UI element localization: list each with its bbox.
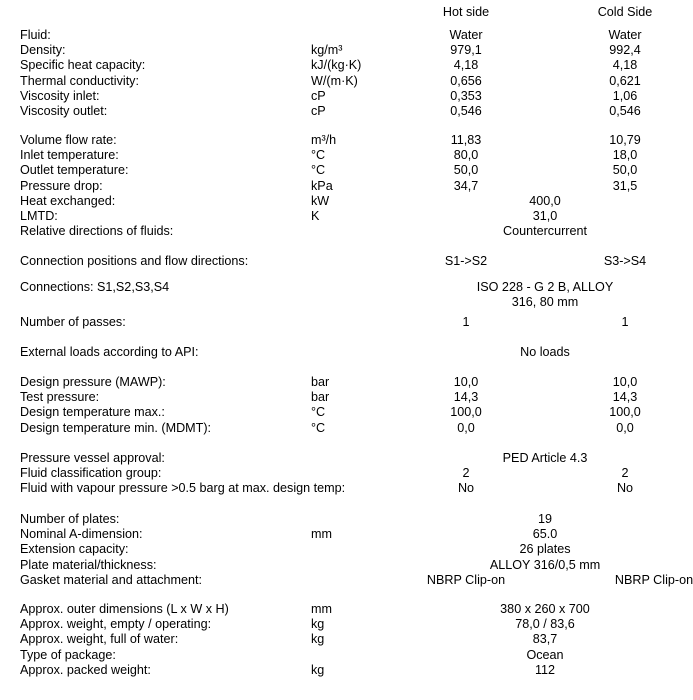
hot-side-value: 0,0 bbox=[457, 421, 475, 435]
spec-label: External loads according to API: bbox=[20, 345, 199, 359]
spec-label: Heat exchanged: bbox=[20, 194, 116, 208]
spec-label: Specific heat capacity: bbox=[20, 58, 146, 72]
hot-side-value: 4,18 bbox=[453, 58, 479, 72]
spec-label: Fluid classification group: bbox=[20, 466, 162, 480]
spec-unit: m³/h bbox=[311, 133, 337, 147]
cold-side-value: No bbox=[616, 481, 634, 495]
hot-side-value: 0,656 bbox=[450, 74, 482, 88]
shared-value: 400,0 bbox=[529, 194, 561, 208]
cold-side-value: 18,0 bbox=[612, 148, 638, 162]
spec-label: Pressure drop: bbox=[20, 179, 103, 193]
hot-side-value: No bbox=[457, 481, 475, 495]
hot-side-value: 0,353 bbox=[450, 89, 482, 103]
spec-label: Thermal conductivity: bbox=[20, 74, 139, 88]
spec-label: Viscosity inlet: bbox=[20, 89, 100, 103]
cold-side-value: 0,621 bbox=[609, 74, 641, 88]
spec-unit: bar bbox=[311, 390, 330, 404]
hot-side-value: 80,0 bbox=[453, 148, 479, 162]
spec-label: Number of plates: bbox=[20, 512, 120, 526]
spec-unit: °C bbox=[311, 421, 326, 435]
spec-unit: kPa bbox=[311, 179, 333, 193]
spec-unit: kW bbox=[311, 194, 330, 208]
spec-label: Approx. packed weight: bbox=[20, 663, 151, 677]
spec-unit: kg bbox=[311, 632, 325, 646]
hot-side-value: S1->S2 bbox=[444, 254, 488, 268]
spec-label: Outlet temperature: bbox=[20, 163, 129, 177]
spec-label: Approx. weight, empty / operating: bbox=[20, 617, 212, 631]
shared-value: ISO 228 - G 2 B, ALLOY bbox=[476, 280, 614, 294]
shared-value: 19 bbox=[537, 512, 553, 526]
shared-value: 380 x 260 x 700 bbox=[500, 602, 590, 616]
hot-side-value: 10,0 bbox=[453, 375, 479, 389]
spec-unit: cP bbox=[311, 104, 326, 118]
cold-side-value: Water bbox=[608, 28, 642, 42]
hot-side-value: NBRP Clip-on bbox=[426, 573, 506, 587]
cold-side-value: 10,79 bbox=[609, 133, 641, 147]
spec-label: Extension capacity: bbox=[20, 542, 129, 556]
hot-side-value: 1 bbox=[462, 315, 470, 329]
hot-side-value: 100,0 bbox=[450, 405, 482, 419]
shared-value: Countercurrent bbox=[503, 224, 587, 238]
shared-value: 112 bbox=[534, 663, 556, 677]
cold-side-header: Cold Side bbox=[597, 5, 653, 19]
cold-side-value: NBRP Clip-on bbox=[614, 573, 693, 587]
spec-unit: W/(m·K) bbox=[311, 74, 358, 88]
cold-side-value: 31,5 bbox=[612, 179, 638, 193]
hot-side-value: 979,1 bbox=[450, 43, 482, 57]
spec-label: Number of passes: bbox=[20, 315, 126, 329]
hot-side-value: 50,0 bbox=[453, 163, 479, 177]
spec-label: Volume flow rate: bbox=[20, 133, 117, 147]
spec-label: Type of package: bbox=[20, 648, 116, 662]
spec-label: LMTD: bbox=[20, 209, 58, 223]
spec-unit: K bbox=[311, 209, 320, 223]
shared-value: 83,7 bbox=[532, 632, 558, 646]
cold-side-value: 992,4 bbox=[609, 43, 641, 57]
shared-value: ALLOY 316/0,5 mm bbox=[489, 558, 601, 572]
spec-unit: kg/m³ bbox=[311, 43, 343, 57]
hot-side-header: Hot side bbox=[442, 5, 490, 19]
spec-label: Relative directions of fluids: bbox=[20, 224, 174, 238]
spec-unit: kJ/(kg·K) bbox=[311, 58, 362, 72]
spec-label: Connection positions and flow directions: bbox=[20, 254, 249, 268]
spec-label: Gasket material and attachment: bbox=[20, 573, 203, 587]
cold-side-value: 10,0 bbox=[612, 375, 638, 389]
spec-label: Inlet temperature: bbox=[20, 148, 119, 162]
cold-side-value: S3->S4 bbox=[603, 254, 647, 268]
spec-label: Approx. outer dimensions (L x W x H) bbox=[20, 602, 229, 616]
hot-side-value: 14,3 bbox=[453, 390, 479, 404]
spec-label: Connections: S1,S2,S3,S4 bbox=[20, 280, 170, 294]
shared-value: 26 plates bbox=[519, 542, 571, 556]
spec-unit: °C bbox=[311, 148, 326, 162]
shared-value: 78,0 / 83,6 bbox=[515, 617, 575, 631]
spec-unit: mm bbox=[311, 527, 332, 541]
spec-label: Test pressure: bbox=[20, 390, 100, 404]
spec-unit: cP bbox=[311, 89, 326, 103]
hot-side-value: 11,83 bbox=[450, 133, 482, 147]
spec-label: Nominal A-dimension: bbox=[20, 527, 143, 541]
cold-side-value: 1 bbox=[621, 315, 629, 329]
hot-side-value: Water bbox=[449, 28, 483, 42]
spec-label: Density: bbox=[20, 43, 66, 57]
spec-unit: °C bbox=[311, 163, 326, 177]
shared-value: Ocean bbox=[526, 648, 564, 662]
cold-side-value: 14,3 bbox=[612, 390, 638, 404]
hot-side-value: 34,7 bbox=[453, 179, 479, 193]
spec-label: Pressure vessel approval: bbox=[20, 451, 165, 465]
cold-side-value: 50,0 bbox=[612, 163, 638, 177]
spec-label: Fluid with vapour pressure >0.5 barg at max. design temp: bbox=[20, 481, 346, 495]
spec-unit: mm bbox=[311, 602, 332, 616]
spec-label: Design pressure (MAWP): bbox=[20, 375, 166, 389]
shared-value: 31,0 bbox=[532, 209, 558, 223]
spec-label: Design temperature min. (MDMT): bbox=[20, 421, 212, 435]
cold-side-value: 100,0 bbox=[609, 405, 641, 419]
cold-side-value: 0,0 bbox=[616, 421, 634, 435]
cold-side-value: 2 bbox=[621, 466, 629, 480]
hot-side-value: 0,546 bbox=[450, 104, 482, 118]
cold-side-value: 4,18 bbox=[612, 58, 638, 72]
hot-side-value: 2 bbox=[462, 466, 470, 480]
spec-unit: °C bbox=[311, 405, 326, 419]
spec-label: Plate material/thickness: bbox=[20, 558, 157, 572]
cold-side-value: 1,06 bbox=[612, 89, 638, 103]
shared-value: 316, 80 mm bbox=[511, 295, 579, 309]
spec-unit: kg bbox=[311, 663, 325, 677]
spec-label: Approx. weight, full of water: bbox=[20, 632, 179, 646]
spec-unit: bar bbox=[311, 375, 330, 389]
spec-label: Viscosity outlet: bbox=[20, 104, 108, 118]
spec-label: Design temperature max.: bbox=[20, 405, 165, 419]
cold-side-value: 0,546 bbox=[609, 104, 641, 118]
spec-label: Fluid: bbox=[20, 28, 51, 42]
shared-value: No loads bbox=[520, 345, 570, 359]
shared-value: 65.0 bbox=[532, 527, 558, 541]
shared-value: PED Article 4.3 bbox=[502, 451, 588, 465]
spec-unit: kg bbox=[311, 617, 325, 631]
